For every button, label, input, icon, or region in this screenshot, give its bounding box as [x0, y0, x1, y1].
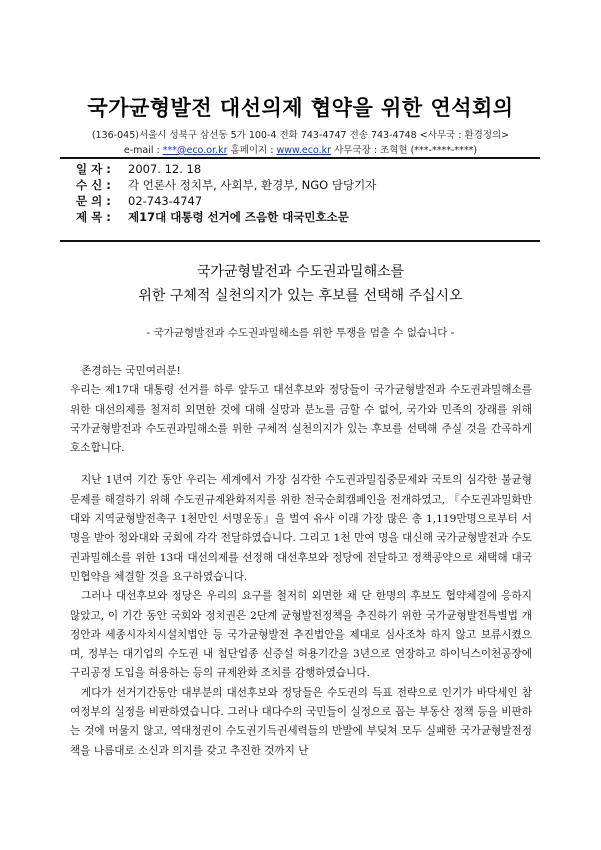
- meta-value: 각 언론사 정치부, 사회부, 환경부, NGO 담당기자: [128, 178, 377, 192]
- address-line: (136-045)서울시 성북구 삼선동 5가 100-4 전화 743-4747 전송 743-4748 <사무국 : 환경정의>: [91, 130, 510, 141]
- paragraph: 우리는 제17대 대통령 선거를 하루 앞두고 대선후보와 정당들이 국가균형발전과 수도권과밀해소를 위한 대선의제를 철저히 외면한 것에 대해 실망과 분노를 금할 수 없어, 국가와 민족의 장래를 위해 국가균형발전과 수도권과밀해소를 위한 구체적 실천의지가 있는 후보를 선택해 주실 것을 간곡하게 호소합니다.: [70, 384, 532, 455]
- meta-value: 2007. 12. 18: [128, 162, 202, 176]
- paragraph: 지난 1년여 기간 동안 우리는 세계에서 가장 심각한 수도권과밀집중문제와 국토의 심각한 불균형 문제를 해결하기 위해 수도권규제완화저지를 위한 전국순회캠페인을 전개하였고, 『수도권과밀화반대와 지역균형발전촉구 1천만인 서명운동』을 벌여 유사 이래 가장 많은 총 1,119만명으로부터 서명을 받아 청와대와 국회에 각각 전달하였습니다. 그리고 1천 만여 명을 대신해 국가균형발전과 수도권과밀해소를 위한 13대 대선의제를 선정해 대선후보와 정당에 전달하고 정책공약으로 채택해 대국민협약을 체결할 것을 요구하였습니다.: [70, 474, 532, 583]
- email-link[interactable]: ***@eco.or.kr: [162, 145, 228, 156]
- meta-row-date: [76, 161, 536, 177]
- paragraph-gap: [70, 458, 532, 471]
- meta-label: 수 신 :: [76, 178, 111, 192]
- paragraph: 게다가 선거기간동안 대부분의 대선후보와 정당들은 수도권의 득표 전략으로 인기가 바닥세인 참여정부의 실정을 비판하였습니다. 그러나 대다수의 국민들이 실정으로 꼽는 부동산 정책 등을 비판하는 것에 머물지 않고, 역대정권이 수도권기득권세력들의 반발에 부딪쳐 모두 실패한 국가균형발전정책을 나름대로 소신과 의지를 갖고 추진한 것까지 난: [70, 686, 532, 757]
- meta-value: 제17대 대통령 선거에 즈음한 대국민호소문: [128, 210, 349, 224]
- contact-line: [0, 142, 601, 156]
- memo-info-block: [76, 161, 536, 225]
- greeting: 존경하는 국민여러분!: [81, 365, 181, 377]
- meta-divider: [60, 240, 540, 242]
- email-label: e-mail :: [123, 145, 163, 156]
- meta-row-subject: [76, 209, 536, 225]
- meta-row-recipient: [76, 177, 536, 193]
- homepage-label: 홈페이지 :: [227, 145, 277, 156]
- meta-row-inquiry: [76, 193, 536, 209]
- meta-label: 제 목 :: [76, 210, 111, 224]
- body-text: [70, 362, 532, 761]
- headline-line-2: 위한 구체적 실천의지가 있는 후보를 선택해 주십시오: [138, 288, 463, 304]
- headline-line-1: 국가균형발전과 수도권과밀해소를: [196, 264, 405, 280]
- meta-value: 02-743-4747: [128, 194, 203, 208]
- document-title: 국가균형발전 대선의제 협약을 위한 연석회의: [87, 96, 514, 120]
- secretary-info: 사무국장 : 조혁현 (***-****-****): [331, 145, 478, 156]
- meta-label: 일 자 :: [76, 162, 111, 176]
- header-divider: [60, 157, 540, 159]
- subtitle: - 국가균형발전과 수도권과밀해소를 위한 투쟁을 멈출 수 없습니다 -: [146, 327, 455, 339]
- homepage-link[interactable]: www.eco.kr: [276, 145, 332, 156]
- paragraph: 그러나 대선후보와 정당은 우리의 요구를 철저히 외면한 채 단 한명의 후보도 협약체결에 응하지 않았고, 이 기간 동안 국회와 정치권은 2단계 균형발전정책을 추진하기 위한 국가균형발전특별법 개정안과 세종시자치시설치법안 등 국가균형발전 추진법안을 제대로 심사조차 하지 않고 보류시켰으며, 정부는 대기업의 수도권 내 첨단업종 신증설 허용기간을 3년으로 연장하고 하이닉스이천공장에 구리공정 도입을 허용하는 등의 규제완화 조치를 감행하였습니다.: [70, 590, 532, 680]
- meta-label: 문 의 :: [76, 194, 111, 208]
